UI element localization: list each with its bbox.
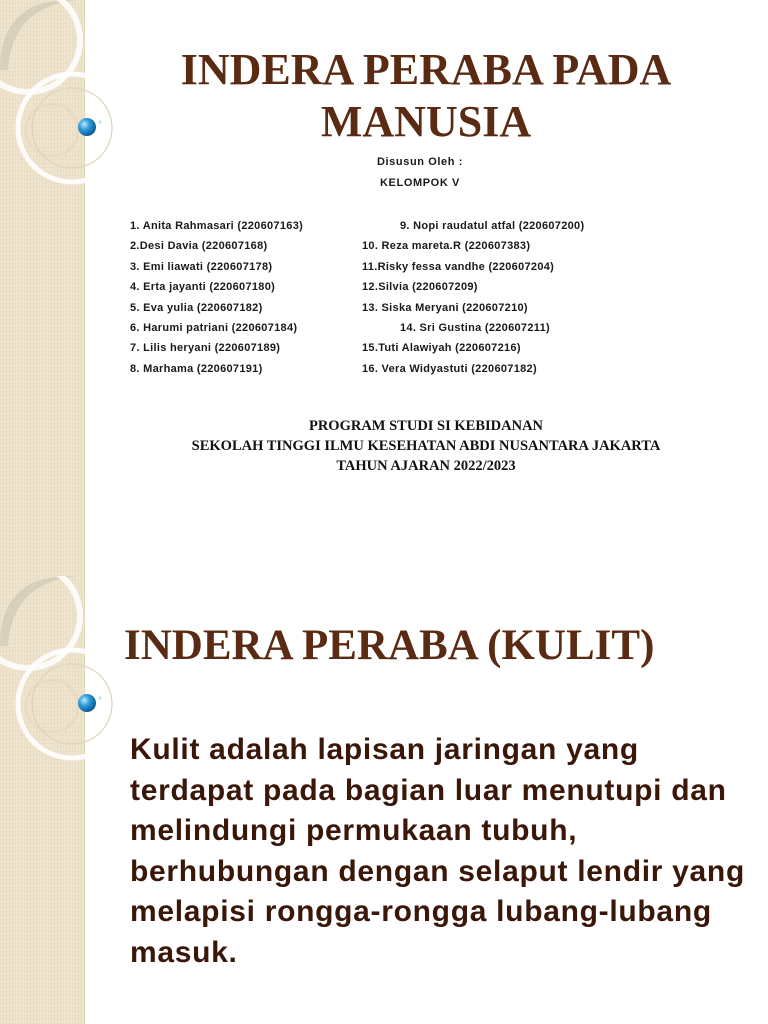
cover-title-line-1: INDERA PERABA PADA	[180, 45, 672, 94]
list-item: 6. Harumi patriani (220607184)	[130, 321, 298, 334]
list-item: 15.Tuti Alawiyah (220607216)	[362, 342, 521, 355]
list-item: 1. Anita Rahmasari (220607163)	[130, 220, 304, 232]
list-item: 14. Sri Gustina (220607211)	[400, 321, 550, 334]
institution-name: SEKOLAH TINGGI ILMU KESEHATAN ABDI NUSANTARA JAKARTA	[191, 438, 661, 454]
group-name: KELOMPOK V	[380, 177, 460, 189]
list-item: 10. Reza mareta.R (220607383)	[362, 240, 531, 253]
list-item: 7. Lilis heryani (220607189)	[130, 342, 281, 355]
list-item: 4. Erta jayanti (220607180)	[130, 281, 276, 294]
section-body-text: Kulit adalah lapisan jaringan yang terdapat pada bagian luar menutupi dan melindungi permukaan tubuh, berhubungan dengan selaput lendir yang melapisi rongga-rongga lubang-lubang masuk.	[130, 733, 745, 969]
institution-block	[84, 416, 768, 476]
list-item: 16. Vera Widyastuti (220607182)	[362, 362, 537, 375]
list-item: 11.Risky fessa vandhe (220607204)	[362, 260, 555, 273]
compiled-by-label: Disusun Oleh :	[376, 156, 464, 168]
study-program: PROGRAM STUDI SI KEBIDANAN	[308, 418, 544, 434]
member-list-left	[130, 216, 303, 379]
cover-title-line-2: MANUSIA	[320, 97, 532, 146]
blue-orb-icon	[76, 692, 104, 720]
list-item: 5. Eva yulia (220607182)	[130, 301, 263, 314]
circle-ornament-icon	[0, 576, 120, 776]
section-title: INDERA PERABA (KULIT)	[124, 622, 655, 669]
list-item: 12.Silvia (220607209)	[362, 281, 478, 294]
list-item: 9. Nopi raudatul atfal (220607200)	[400, 220, 585, 232]
list-item: 2.Desi Davia (220607168)	[130, 240, 268, 253]
academic-year: TAHUN AJARAN 2022/2023	[336, 458, 516, 474]
list-item: 13. Siska Meryani (220607210)	[362, 301, 528, 314]
list-item: 8. Marhama (220607191)	[130, 362, 263, 375]
member-list-right	[362, 216, 584, 379]
cover-title	[84, 44, 768, 148]
list-item: 3. Emi liawati (220607178)	[130, 260, 273, 273]
